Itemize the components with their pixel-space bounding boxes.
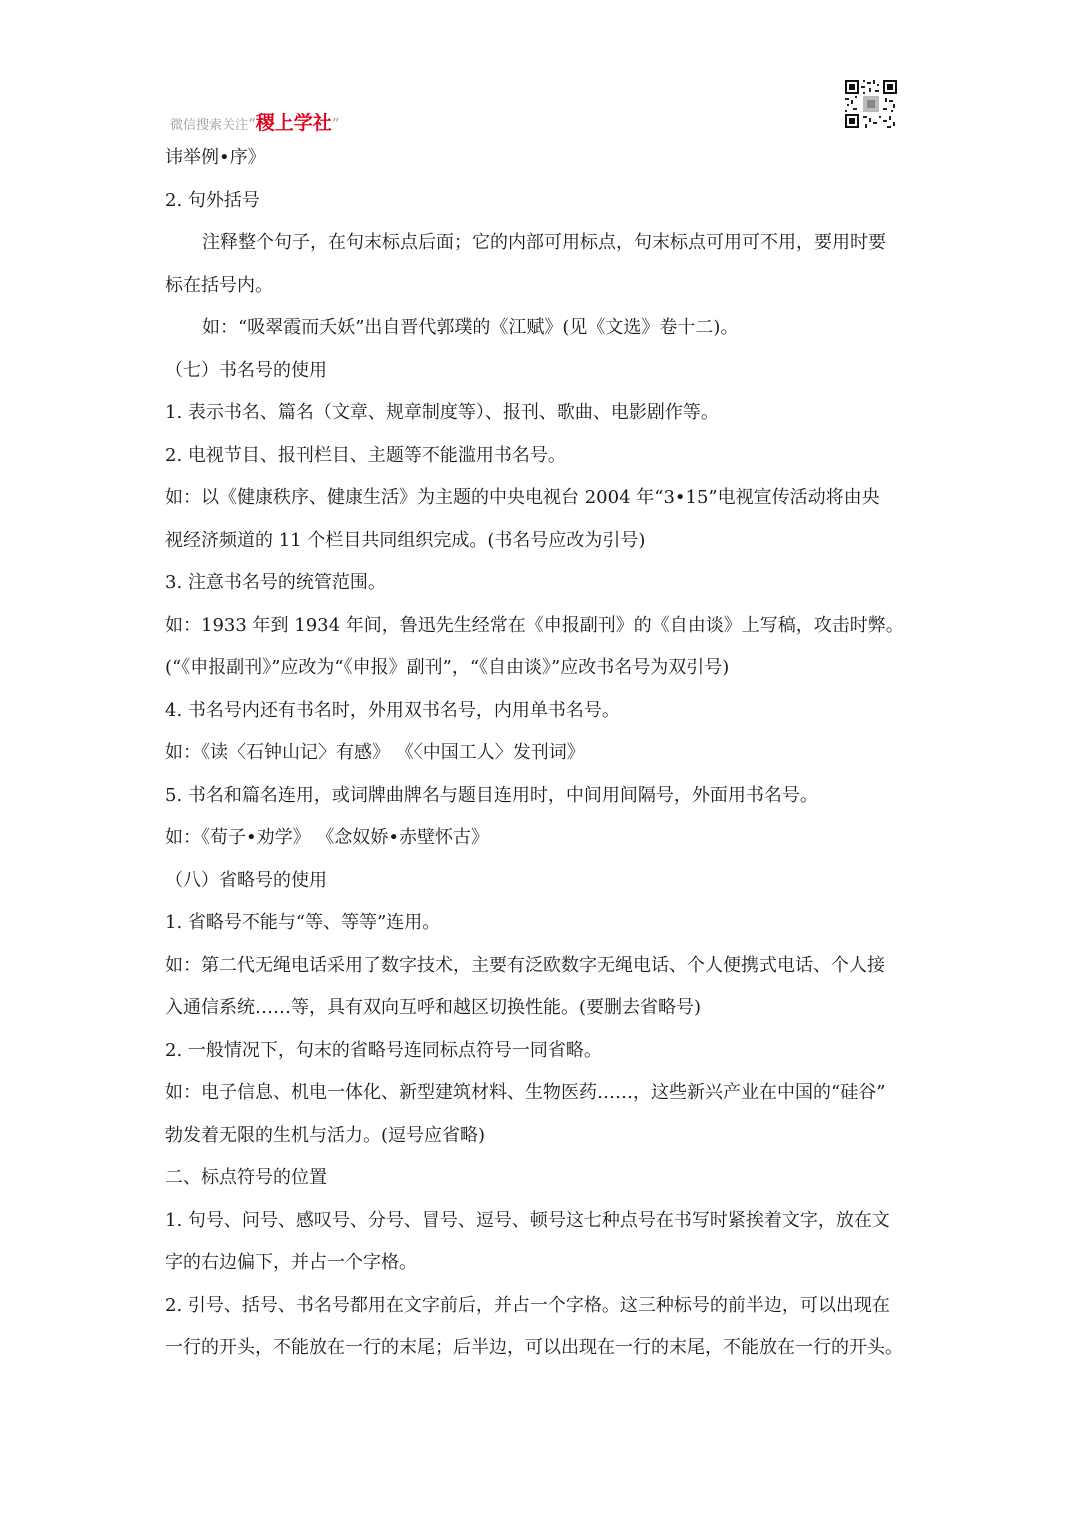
qr-code-icon: [845, 80, 897, 128]
example-line: 视经济频道的 11 个栏目共同组织完成。(书名号应改为引号): [165, 529, 646, 551]
watermark-prefix: 微信搜索关注: [170, 118, 249, 133]
text-line: 4. 书名号内还有书名时，外用双书名号，内用单书名号。: [165, 699, 620, 721]
watermark-brand: 稷上学社: [255, 112, 332, 134]
watermark-open-quote: “: [248, 115, 256, 133]
example-line: 入通信系统……等，具有双向互呼和越区切换性能。(要删去省略号): [165, 997, 702, 1018]
watermark: [170, 108, 339, 138]
watermark-close-quote: ”: [331, 115, 340, 133]
text-line: 3. 注意书名号的统管范围。: [165, 572, 386, 593]
text-line: 字的右边偏下，并占一个字格。: [165, 1252, 417, 1273]
text-line: 标在括号内。: [165, 274, 273, 296]
example-line: 勃发着无限的生机与活力。(逗号应省略): [165, 1124, 486, 1146]
text-line: 1. 句号、问号、感叹号、分号、冒号、逗号、顿号这七种点号在书写时紧挨着文字，放在文: [165, 1209, 890, 1231]
example-line: 如：《荀子•劝学》 《念奴娇•赤壁怀古》: [165, 827, 489, 848]
section-heading: 二、标点符号的位置: [165, 1167, 327, 1188]
text-line: 1. 表示书名、篇名（文章、规章制度等）、报刊、歌曲、电影剧作等。: [165, 402, 719, 423]
text-line: 2. 一般情况下，句末的省略号连同标点符号一同省略。: [165, 1039, 602, 1061]
example-line: (“《申报副刊》”应改为“《申报》副刊”，“《自由谈》”应改书名号为双引号): [165, 657, 730, 678]
section-heading: 2. 句外括号: [165, 189, 260, 211]
text-line: 讳举例•序》: [165, 147, 266, 168]
text-line: 5. 书名和篇名连用，或词牌曲牌名与题目连用时，中间用间隔号，外面用书名号。: [165, 784, 818, 806]
document-body: [165, 137, 920, 1370]
example-line: 如：“吸翠霞而夭妖”出自晋代郭璞的《江赋》(见《文选》卷十二)。: [202, 317, 739, 338]
text-line: 一行的开头，不能放在一行的末尾；后半边，可以出现在一行的末尾，不能放在一行的开头。: [165, 1337, 903, 1358]
text-line: 1. 省略号不能与“等、等等”连用。: [165, 912, 441, 933]
example-line: 如：《读〈石钟山记〉有感》 《〈中国工人〉发刊词》: [165, 742, 585, 763]
section-heading: （八）省略号的使用: [165, 869, 327, 891]
example-line: 如：1933 年到 1934 年间，鲁迅先生经常在《申报副刊》的《自由谈》上写稿，攻击时弊。: [165, 614, 904, 636]
text-line: 2. 引号、括号、书名号都用在文字前后，并占一个字格。这三种标号的前半边，可以出现在: [165, 1294, 890, 1316]
example-line: 如：第二代无绳电话采用了数字技术，主要有泛欧数字无绳电话、个人便携式电话、个人接: [165, 954, 885, 976]
text-line: 注释整个句子，在句末标点后面；它的内部可用标点，句末标点可用可不用，要用时要: [202, 232, 886, 253]
example-line: 如：以《健康秩序、健康生活》为主题的中央电视台 2004 年“3•15”电视宣传活动将由央: [165, 487, 880, 508]
text-line: 2. 电视节目、报刊栏目、主题等不能滥用书名号。: [165, 444, 566, 466]
example-line: 如：电子信息、机电一体化、新型建筑材料、生物医药……，这些新兴产业在中国的“硅谷”: [165, 1082, 886, 1103]
section-heading: （七）书名号的使用: [165, 359, 327, 381]
